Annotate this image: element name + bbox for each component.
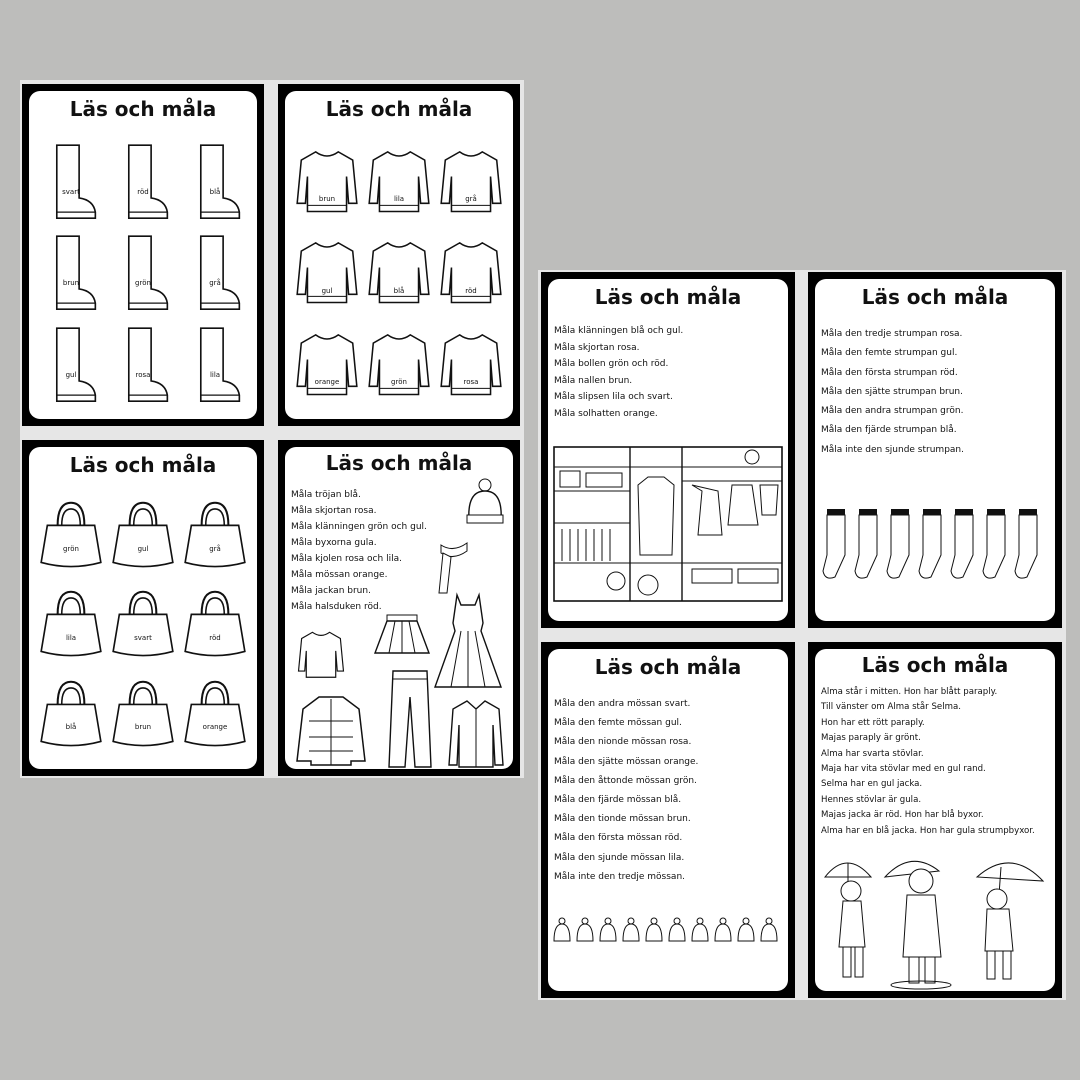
sweater-icon: [291, 623, 351, 685]
instruction-line: Måla den fjärde mössan blå.: [554, 795, 682, 806]
wardrobe-illustration: [552, 445, 784, 605]
bag-item: [107, 491, 179, 580]
hats-row: [552, 917, 784, 945]
beanie-icon: [761, 918, 777, 941]
boot-label: lila: [209, 370, 221, 379]
rain-boot-icon: [179, 318, 251, 409]
beanie-icon: [715, 918, 731, 941]
bag-item: [35, 491, 107, 580]
instruction-line: Måla den femte strumpan gul.: [821, 348, 958, 359]
sock-icon: [855, 509, 877, 578]
instruction-line: Måla den nionde mössan rosa.: [554, 737, 692, 748]
instruction-line: Måla den sjätte mössan orange.: [554, 756, 699, 767]
bag-item: [179, 670, 251, 759]
instruction-line: Till vänster om Alma står Selma.: [821, 702, 961, 713]
instruction-line: Måla den sjunde mössan lila.: [554, 852, 685, 863]
bag-item: [179, 580, 251, 669]
sweater-label: blå: [393, 286, 405, 295]
boot-item: [35, 226, 107, 317]
sweater-icon: [291, 135, 363, 226]
boot-label: brun: [62, 279, 80, 288]
boot-item: [35, 135, 107, 226]
beanie-icon: [692, 918, 708, 941]
sweater-item: [435, 226, 507, 317]
instruction-line: Måla den åttonde mössan grön.: [554, 775, 697, 786]
rain-boot-icon: [179, 135, 251, 226]
children-with-umbrellas-illustration: [821, 847, 1049, 991]
sweater-item: [291, 135, 363, 226]
beanie-icon: [554, 918, 570, 941]
sweater-item: [363, 318, 435, 409]
bag-item: [107, 670, 179, 759]
bag-label: röd: [209, 633, 221, 642]
boot-label: blå: [209, 187, 221, 196]
bag-label: orange: [202, 723, 228, 732]
boot-item: [35, 318, 107, 409]
handbag-icon: [107, 580, 179, 669]
instruction-line: Måla den femte mössan gul.: [554, 718, 682, 729]
handbag-icon: [35, 580, 107, 669]
worksheet-hats: [541, 642, 795, 998]
instruction-line: Selma har en gul jacka.: [821, 779, 923, 790]
instruction-line: Alma står i mitten. Hon har blått paraply.: [821, 687, 998, 697]
rain-boot-icon: [179, 226, 251, 317]
sweater-icon: [363, 135, 435, 226]
instruction-line: Måla den första mössan röd.: [554, 833, 683, 844]
sweater-item: [363, 135, 435, 226]
skirt-icon: [371, 611, 433, 659]
boot-item: [107, 226, 179, 317]
sock-icon: [983, 509, 1005, 578]
instruction-line: Måla slipsen lila och svart.: [554, 392, 673, 402]
worksheet-wardrobe: [541, 272, 795, 628]
beanie-icon: [623, 918, 639, 941]
rain-boot-icon: [107, 226, 179, 317]
instruction-line: Måla inte den tredje mössan.: [554, 871, 686, 882]
boot-item: [179, 226, 251, 317]
instruction-line: Måla solhatten orange.: [554, 408, 658, 419]
boot-label: grå: [209, 279, 221, 288]
rain-boot-icon: [35, 318, 107, 409]
sweater-label: rosa: [463, 377, 479, 386]
handbag-icon: [179, 670, 251, 759]
sweaters-grid: [291, 135, 507, 409]
sweater-label: röd: [465, 286, 477, 295]
worksheet-bags: [22, 440, 264, 776]
bag-item: [35, 580, 107, 669]
sweater-label: brun: [318, 195, 336, 204]
sock-icon: [919, 509, 941, 578]
instructions-list: [821, 325, 1049, 460]
beanie-icon: [646, 918, 662, 941]
worksheet-clothes: [278, 440, 520, 776]
sweater-item: [363, 226, 435, 317]
handbag-icon: [35, 670, 107, 759]
beanie-icon: [669, 918, 685, 941]
instruction-line: Måla den första strumpan röd.: [821, 367, 958, 378]
boot-item: [107, 135, 179, 226]
worksheet-title: Läs och måla: [861, 285, 1009, 309]
sweater-item: [435, 318, 507, 409]
instruction-line: Majas jacka är röd. Hon har blå byxor.: [821, 810, 984, 821]
bag-label: brun: [134, 723, 152, 732]
boot-item: [179, 318, 251, 409]
instruction-line: Måla den fjärde strumpan blå.: [821, 425, 957, 436]
bag-label: grå: [209, 544, 221, 553]
dress-icon: [431, 591, 505, 693]
bags-grid: [35, 491, 251, 759]
instruction-line: Majas paraply är grönt.: [821, 733, 921, 744]
boots-grid: [35, 135, 251, 409]
scarf-icon: [433, 539, 473, 599]
instruction-line: Maja har vita stövlar med en gul rand.: [821, 764, 986, 775]
beanie-icon: [600, 918, 616, 941]
sweater-icon: [291, 226, 363, 317]
bag-label: lila: [65, 633, 77, 642]
worksheet-sweaters: [278, 84, 520, 426]
sweater-icon: [291, 318, 363, 409]
worksheet-title: Läs och måla: [325, 451, 473, 475]
worksheet-title: Läs och måla: [69, 453, 217, 477]
sweater-icon: [435, 318, 507, 409]
sweater-item: [291, 318, 363, 409]
bag-label: gul: [137, 544, 149, 553]
instruction-line: Måla jackan brun.: [291, 586, 371, 596]
instruction-line: Måla den tredje strumpan rosa.: [821, 329, 963, 339]
instruction-line: Måla klänningen blå och gul.: [554, 326, 684, 336]
rain-boot-icon: [107, 135, 179, 226]
sweater-item: [435, 135, 507, 226]
worksheet-title: Läs och måla: [594, 655, 742, 679]
instruction-line: Måla byxorna gula.: [291, 538, 377, 548]
instruction-line: Måla skjortan rosa.: [554, 342, 640, 353]
handbag-icon: [35, 491, 107, 580]
worksheet-title: Läs och måla: [325, 97, 473, 121]
handbag-icon: [179, 491, 251, 580]
sweater-icon: [363, 318, 435, 409]
sweater-label: lila: [393, 195, 405, 204]
handbag-icon: [107, 491, 179, 580]
sock-icon: [1015, 509, 1037, 578]
boot-label: gul: [65, 370, 77, 379]
shirt-icon: [445, 695, 507, 769]
sweater-icon: [363, 226, 435, 317]
beanie-icon: [463, 477, 507, 527]
instruction-line: Alma har en blå jacka. Hon har gula strumpbyxor.: [821, 825, 1035, 836]
bag-item: [35, 670, 107, 759]
socks-row: [821, 507, 1049, 583]
worksheet-rain: [808, 642, 1062, 998]
sock-icon: [951, 509, 973, 578]
bag-label: grön: [63, 544, 79, 553]
trousers-icon: [385, 667, 435, 769]
worksheet-title: Läs och måla: [69, 97, 217, 121]
boot-label: grön: [135, 279, 151, 288]
boot-item: [107, 318, 179, 409]
bag-label: svart: [134, 633, 152, 642]
beanie-icon: [738, 918, 754, 941]
sweater-label: grön: [391, 377, 407, 386]
instruction-line: Måla halsduken röd.: [291, 602, 382, 612]
instruction-line: Måla klänningen grön och gul.: [291, 522, 427, 532]
worksheet-title: Läs och måla: [861, 653, 1009, 677]
instructions-list: [554, 323, 782, 422]
rain-boot-icon: [107, 318, 179, 409]
sweater-label: grå: [465, 195, 477, 204]
boot-label: svart: [62, 187, 80, 196]
bag-label: blå: [65, 723, 77, 732]
sweater-label: orange: [314, 377, 340, 386]
instruction-line: Hon har ett rött paraply.: [821, 717, 925, 728]
rain-boot-icon: [35, 226, 107, 317]
instruction-line: Måla den andra mössan svart.: [554, 699, 691, 709]
instructions-list: [821, 685, 1049, 839]
sweater-icon: [435, 135, 507, 226]
worksheet-socks: [808, 272, 1062, 628]
sock-icon: [823, 509, 845, 578]
boot-label: rosa: [135, 370, 151, 379]
instruction-line: Måla bollen grön och röd.: [554, 359, 669, 369]
bag-item: [107, 580, 179, 669]
instruction-line: Måla kjolen rosa och lila.: [291, 554, 402, 564]
instruction-line: Måla den andra strumpan grön.: [821, 406, 964, 417]
boot-label: röd: [137, 187, 149, 196]
sweater-icon: [435, 226, 507, 317]
instruction-line: Måla tröjan blå.: [291, 490, 361, 500]
handbag-icon: [179, 580, 251, 669]
beanie-icon: [577, 918, 593, 941]
instruction-line: Måla skjortan rosa.: [291, 506, 377, 516]
instruction-line: Måla mössan orange.: [291, 570, 388, 580]
rain-boot-icon: [35, 135, 107, 226]
instruction-line: Måla den tionde mössan brun.: [554, 814, 691, 825]
sweater-label: gul: [321, 286, 333, 295]
sock-icon: [887, 509, 909, 578]
handbag-icon: [107, 670, 179, 759]
instruction-line: Hennes stövlar är gula.: [821, 794, 922, 805]
instruction-line: Måla nallen brun.: [554, 375, 633, 386]
worksheet-title: Läs och måla: [594, 285, 742, 309]
bag-item: [179, 491, 251, 580]
instruction-line: Måla inte den sjunde strumpan.: [821, 444, 964, 455]
worksheet-boots: [22, 84, 264, 426]
instruction-line: Alma har svarta stövlar.: [821, 748, 924, 759]
instruction-line: Måla den sjätte strumpan brun.: [821, 386, 963, 397]
instructions-list: [554, 695, 782, 887]
boot-item: [179, 135, 251, 226]
jacket-icon: [291, 691, 371, 769]
sweater-item: [291, 226, 363, 317]
